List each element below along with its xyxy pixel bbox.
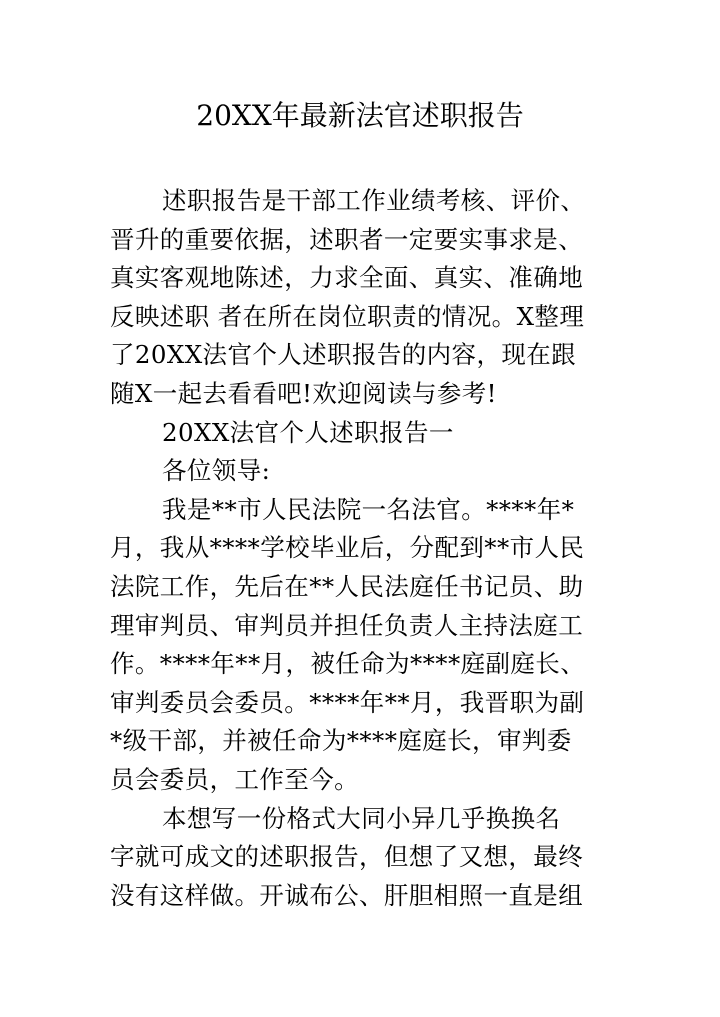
- paragraph-line: 员会委员，工作至今。: [110, 764, 359, 794]
- paragraph-line: 我是**市人民法院一名法官。****年*: [162, 494, 575, 524]
- section-heading: 20XX法官个人述职报告一: [162, 417, 454, 447]
- paragraph-line: 理审判员、审判员并担任负责人主持法庭工: [110, 610, 584, 640]
- paragraph-line: 法院工作，先后在**人民法庭任书记员、助: [110, 571, 584, 601]
- paragraph-line: 反映述职 者在所在岗位职责的情况。X整理: [110, 301, 585, 331]
- paragraph-line: 字就可成文的述职报告，但想了又想，最终: [110, 842, 584, 872]
- paragraph-line: 本想写一份格式大同小异几乎换换名: [162, 803, 561, 833]
- paragraph-line: *级干部，并被任命为****庭庭长，审判委: [110, 726, 572, 756]
- paragraph-line: 没有这样做。开诚布公、肝胆相照一直是组: [110, 880, 584, 910]
- paragraph-line: 述职报告是干部工作业绩考核、评价、: [162, 186, 586, 215]
- paragraph-line: 了20XX法官个人述职报告的内容，现在跟: [110, 340, 577, 370]
- paragraph-line: 真实客观地陈述，力求全面、真实、准确地: [110, 263, 584, 293]
- salutation: 各位领导:: [162, 456, 271, 486]
- paragraph-line: 晋升的重要依据，述职者一定要实事求是、: [110, 224, 584, 254]
- paragraph-line: 审判委员会委员。****年**月，我晋职为副: [110, 687, 585, 717]
- document-body: [110, 182, 630, 915]
- paragraph-line: 随X一起去看看吧!欢迎阅读与参考!: [110, 378, 497, 408]
- document-title: 20XX年最新法官述职报告: [196, 99, 524, 132]
- paragraph-line: 月，我从****学校毕业后，分配到**市人民: [110, 533, 585, 563]
- paragraph-line: 作。****年**月，被任命为****庭副庭长、: [110, 649, 586, 679]
